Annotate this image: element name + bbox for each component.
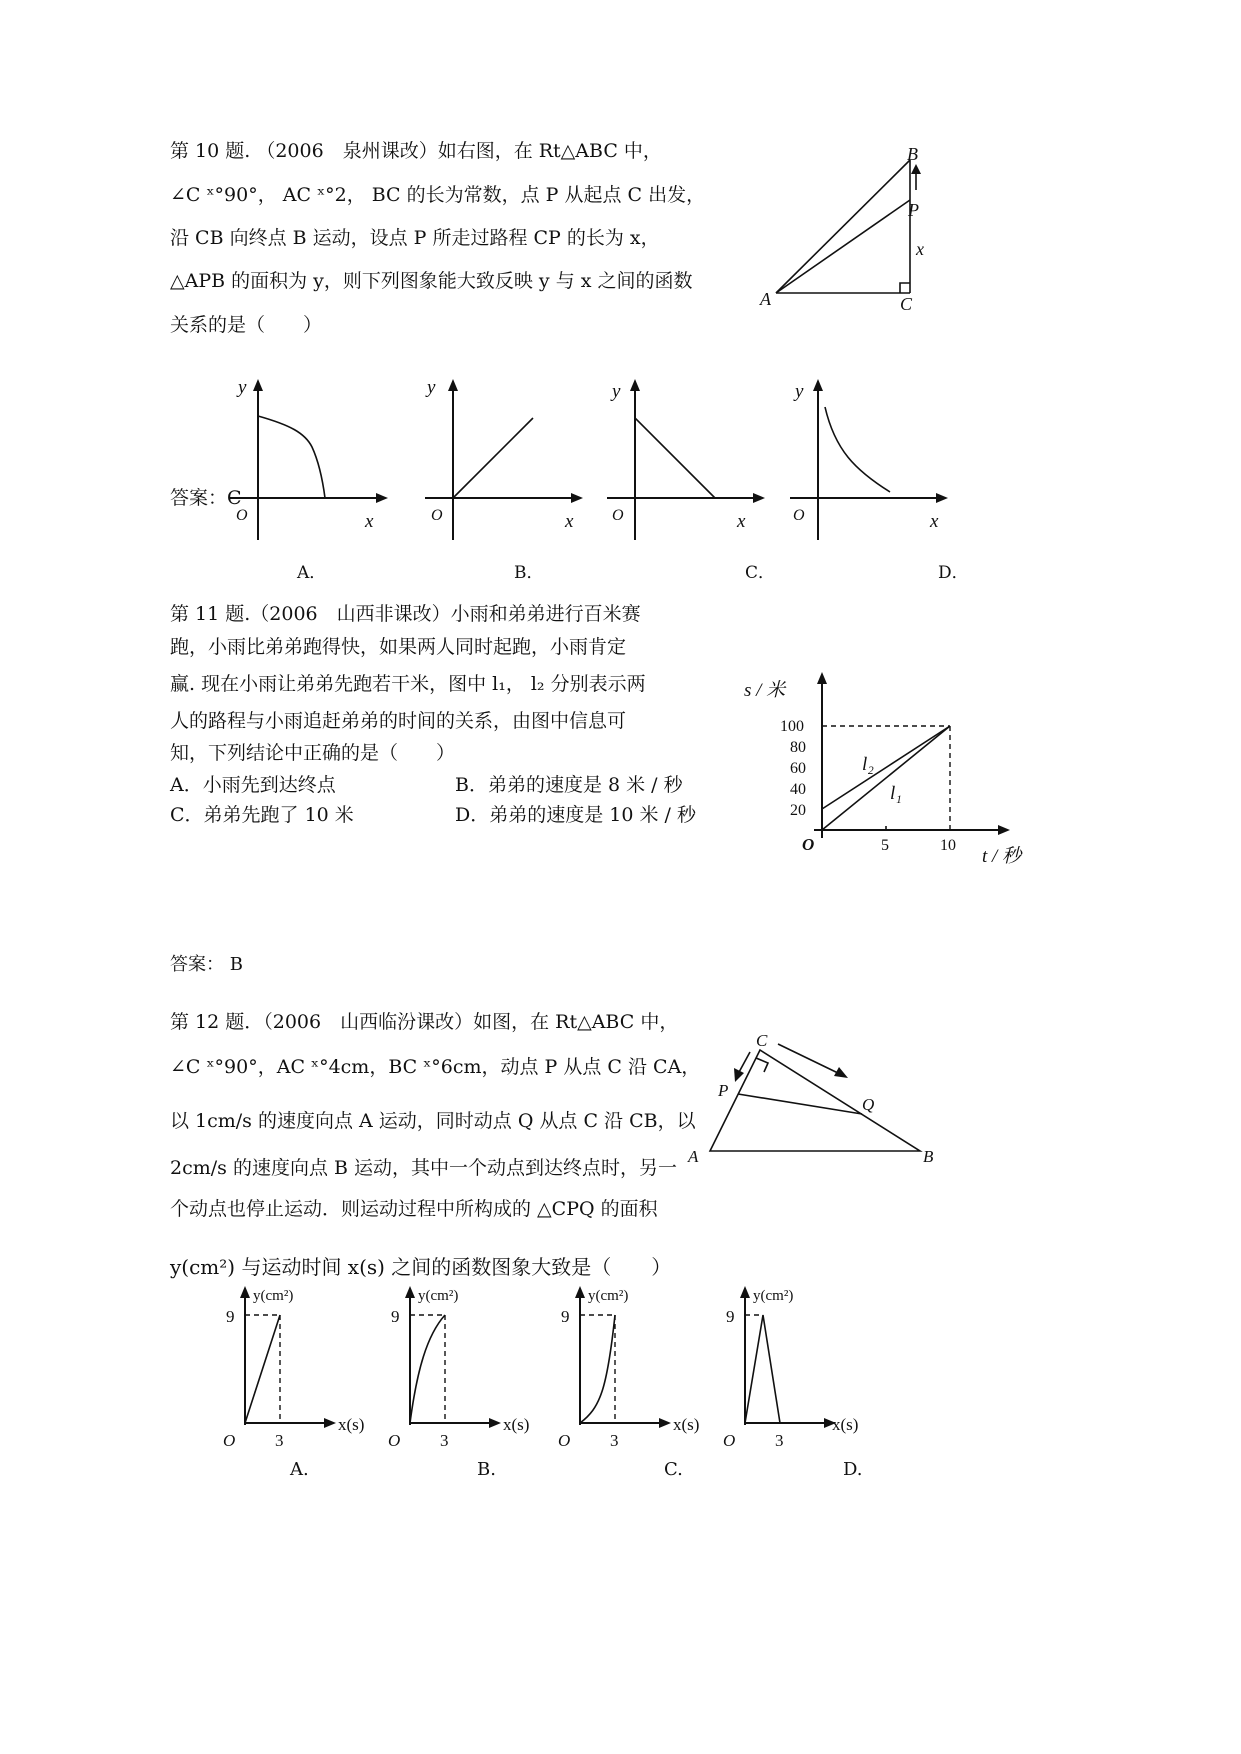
q12-a-x-label: x(s) [338,1415,365,1434]
q11-xtick-10: 10 [940,837,956,854]
q11-ytick-60: 60 [790,760,806,777]
q12-c-nine: 9 [561,1307,570,1326]
q12-option-c: C. [664,1459,683,1480]
q10-c-y-label: y [612,381,621,402]
q10-c-x-label: x [737,511,746,532]
q10-label-p: P [908,200,919,220]
q11-option-d: D．弟弟的速度是 10 米 / 秒 [455,804,696,826]
q12-a-origin: O [223,1431,236,1450]
q12-d-three: 3 [775,1431,784,1450]
q11-answer: 答案： B [170,954,243,975]
q11-x-axis-label: t / 秒 [982,846,1022,867]
q10-graph-c [607,375,777,545]
q10-option-a: A． [297,563,327,583]
q11-distance-time-chart [740,668,1060,878]
q12-a-nine: 9 [226,1307,235,1326]
q10-line5: 关系的是（ ） [170,314,323,336]
q10-graph-a [230,375,400,545]
q12-line5: 个动点也停止运动．则运动过程中所构成的 △CPQ 的面积 [170,1198,658,1220]
q10-option-b: B． [514,563,544,583]
q11-line3: 赢. 现在小雨让弟弟先跑若干米，图中 l₁， l₂ 分别表示两 [170,673,646,695]
q12-c-x-label: x(s) [673,1415,700,1434]
q10-a-y-label: y [238,377,247,398]
q12-b-y-label: y(cm²) [418,1288,459,1304]
q12-graph-a [220,1280,385,1450]
q10-b-x-label: x [565,511,574,532]
q11-option-c: C．弟弟先跑了 10 米 [170,804,354,826]
q12-b-nine: 9 [391,1307,400,1326]
q10-label-b: B [907,144,918,164]
q12-d-x-label: x(s) [832,1415,859,1434]
q10-label-a: A [760,289,771,309]
q12-d-origin: O [723,1431,736,1450]
q11-line-l1 [822,726,950,830]
q10-graph-b [425,375,595,545]
q10-d-x-label: x [930,511,939,532]
q12-graph-d [720,1280,885,1450]
q12-label-a: A [688,1147,699,1166]
q12-line6: y(cm²) 与运动时间 x(s) 之间的函数图象大致是（ ） [170,1255,672,1279]
q10-a-origin: O [236,507,248,524]
q11-ytick-100: 100 [780,718,804,735]
q11-label-l1: l₁ [890,783,902,804]
q12-c-origin: O [558,1431,571,1450]
q12-label-p: P [718,1081,729,1100]
q11-option-a: A．小雨先到达终点 [170,774,336,796]
q12-a-y-label: y(cm²) [253,1288,294,1304]
q12-c-y-label: y(cm²) [588,1288,629,1304]
q11-option-b: B．弟弟的速度是 8 米 / 秒 [455,774,683,796]
q12-c-three: 3 [610,1431,619,1450]
q10-option-c: C． [745,563,776,583]
q11-line4: 人的路程与小雨追赶弟弟的时间的关系，由图中信息可 [170,710,627,732]
q10-answer: 答案：C [170,487,242,509]
q11-ytick-20: 20 [790,802,806,819]
q11-line2: 跑，小雨比弟弟跑得快，如果两人同时起跑，小雨肯定 [170,636,627,658]
q10-b-y-label: y [427,377,436,398]
q11-label-l2: l₂ [862,754,874,775]
q10-graph-d [790,375,960,545]
q10-line1: 第 10 题. （2006 泉州课改）如右图，在 Rt△ABC 中， [170,140,662,162]
q11-ytick-40: 40 [790,781,806,798]
q12-line1: 第 12 题．（2006 山西临汾课改）如图，在 Rt△ABC 中， [170,1011,679,1033]
q12-b-x-label: x(s) [503,1415,530,1434]
q10-line2: ∠C ˣ°90°， AC ˣ°2， BC 的长为常数，点 P 从起点 C 出发， [170,184,706,206]
q10-line4: △APB 的面积为 y，则下列图象能大致反映 y 与 x 之间的函数 [170,270,693,292]
q12-b-origin: O [388,1431,401,1450]
q12-graph-c [555,1280,720,1450]
q10-label-c: C [900,294,913,314]
q10-option-d: D． [938,563,969,583]
q12-line3: 以 1cm/s 的速度向点 A 运动，同时动点 Q 从点 C 沿 CB，以 [170,1110,696,1132]
q12-d-nine: 9 [726,1307,735,1326]
q11-line-l2 [822,726,950,809]
q12-option-a: A. [290,1459,309,1480]
q11-line1: 第 11 题.（2006 山西非课改）小雨和弟弟进行百米赛 [170,603,641,625]
q10-d-y-label: y [795,381,804,402]
q10-line3: 沿 CB 向终点 B 运动，设点 P 所走过路程 CP 的长为 x， [170,227,660,249]
q10-d-origin: O [793,507,805,524]
q11-ytick-80: 80 [790,739,806,756]
q12-d-y-label: y(cm²) [753,1288,794,1304]
q10-c-origin: O [612,507,624,524]
q12-label-b: B [923,1147,934,1166]
q11-xtick-5: 5 [881,837,889,854]
q11-line5: 知，下列结论中正确的是（ ） [170,742,456,764]
q12-line4: 2cm/s 的速度向点 B 运动，其中一个动点到达终点时，另一 [170,1157,677,1179]
q12-a-three: 3 [275,1431,284,1450]
q12-b-three: 3 [440,1431,449,1450]
q11-y-axis-label: s / 米 [744,680,786,701]
q10-b-origin: O [431,507,443,524]
q12-label-q: Q [862,1095,875,1114]
q12-graph-b [385,1280,550,1450]
q10-triangle-figure [740,140,980,320]
q12-option-b: B. [477,1459,496,1480]
q11-origin: O [802,835,815,854]
q12-triangle-figure [680,1030,950,1170]
q12-option-d: D. [843,1459,863,1480]
q10-a-x-label: x [365,511,374,532]
q12-line2: ∠C ˣ°90°，AC ˣ°4cm，BC ˣ°6cm，动点 P 从点 C 沿 CA， [170,1056,701,1078]
q10-label-x: x [916,239,924,259]
q12-label-c: C [756,1031,768,1050]
